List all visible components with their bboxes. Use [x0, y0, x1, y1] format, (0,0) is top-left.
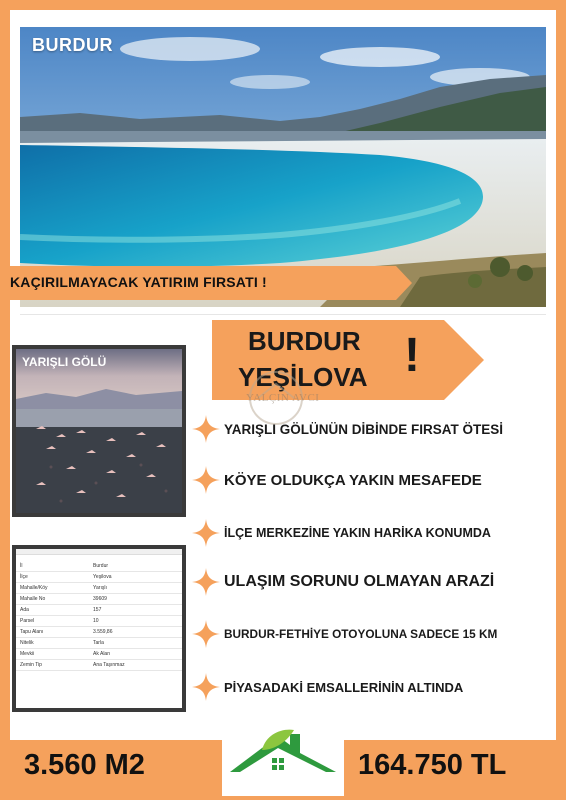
table-row [16, 583, 182, 594]
feature-item [192, 568, 494, 596]
table-row [16, 660, 182, 671]
feature-text: ULAŞIM SORUNU OLMAYAN ARAZİ [224, 573, 495, 590]
price-value: 164.750 TL [358, 749, 507, 781]
salda-lake-image [20, 27, 546, 307]
info-value: 3.559,86 [89, 627, 182, 638]
table-row [16, 594, 182, 605]
lake-photo-label: YARIŞLI GÖLÜ [22, 355, 107, 369]
info-value: 157 [89, 605, 182, 616]
banner-text: KAÇIRILMAYACAK YATIRIM FIRSATI ! [10, 274, 267, 290]
sparkle-icon [192, 519, 220, 547]
feature-item [192, 673, 463, 701]
table-row [16, 649, 182, 660]
info-value: 10 [89, 616, 182, 627]
info-key: Mevkii [16, 649, 89, 660]
feature-item [192, 466, 482, 494]
exclamation-mark: ! [404, 329, 420, 382]
sparkle-icon [192, 568, 220, 596]
info-key: Nitelik [16, 638, 89, 649]
brand-logo [222, 726, 344, 796]
info-key: İlçe [16, 572, 89, 583]
info-key: İl [16, 561, 89, 572]
info-value: 39609 [89, 594, 182, 605]
divider [20, 314, 546, 315]
info-value: Yarışlı [89, 583, 182, 594]
table-row [16, 627, 182, 638]
watermark-text: YALÇIN AVCI [246, 392, 320, 404]
info-key: Tapu Alanı [16, 627, 89, 638]
area-value: 3.560 M2 [24, 749, 145, 781]
sparkle-icon [192, 620, 220, 648]
table-header-bar [16, 549, 182, 555]
sparkle-icon [192, 466, 220, 494]
feature-item [192, 415, 503, 443]
table-row [16, 605, 182, 616]
table-row [16, 616, 182, 627]
promo-banner [0, 266, 412, 300]
info-value: Ana Taşınmaz [89, 660, 182, 671]
info-value: Tarla [89, 638, 182, 649]
info-value: Burdur [89, 561, 182, 572]
info-key: Parsel [16, 616, 89, 627]
feature-text: PİYASADAKİ EMSALLERİNİN ALTINDA [224, 679, 464, 695]
info-key: Zemin Tip [16, 660, 89, 671]
table-row [16, 638, 182, 649]
info-value: Ak Alan [89, 649, 182, 660]
parcel-info-table [12, 545, 186, 712]
feature-text: YARIŞLI GÖLÜNÜN DİBİNDE FIRSAT ÖTESİ [224, 421, 504, 437]
feature-text: BURDUR-FETHİYE OTOYOLUNA SADECE 15 KM [224, 627, 498, 641]
house-leaf-logo-icon [222, 726, 344, 796]
parcel-info [16, 561, 182, 671]
feature-item [192, 519, 491, 547]
info-key: Ada [16, 605, 89, 616]
lake-photo [12, 345, 186, 517]
table-row [16, 561, 182, 572]
feature-text: KÖYE OLDUKÇA YAKIN MESAFEDE [224, 471, 482, 489]
table-row [16, 572, 182, 583]
info-value: Yeşilova [89, 572, 182, 583]
sparkle-icon [192, 415, 220, 443]
hero-photo [20, 27, 546, 307]
feature-item [192, 620, 497, 648]
info-key: Mahalle No [16, 594, 89, 605]
headline-district: YEŞİLOVA [238, 362, 368, 392]
headline-city: BURDUR [248, 326, 361, 356]
feature-text: İLÇE MERKEZİNE YAKIN HARİKA KONUMDA [224, 526, 491, 540]
info-key: Mahalle/Köy [16, 583, 89, 594]
hero-title: BURDUR [32, 35, 113, 55]
flamingo-lake-image [16, 349, 182, 513]
sparkle-icon [192, 673, 220, 701]
